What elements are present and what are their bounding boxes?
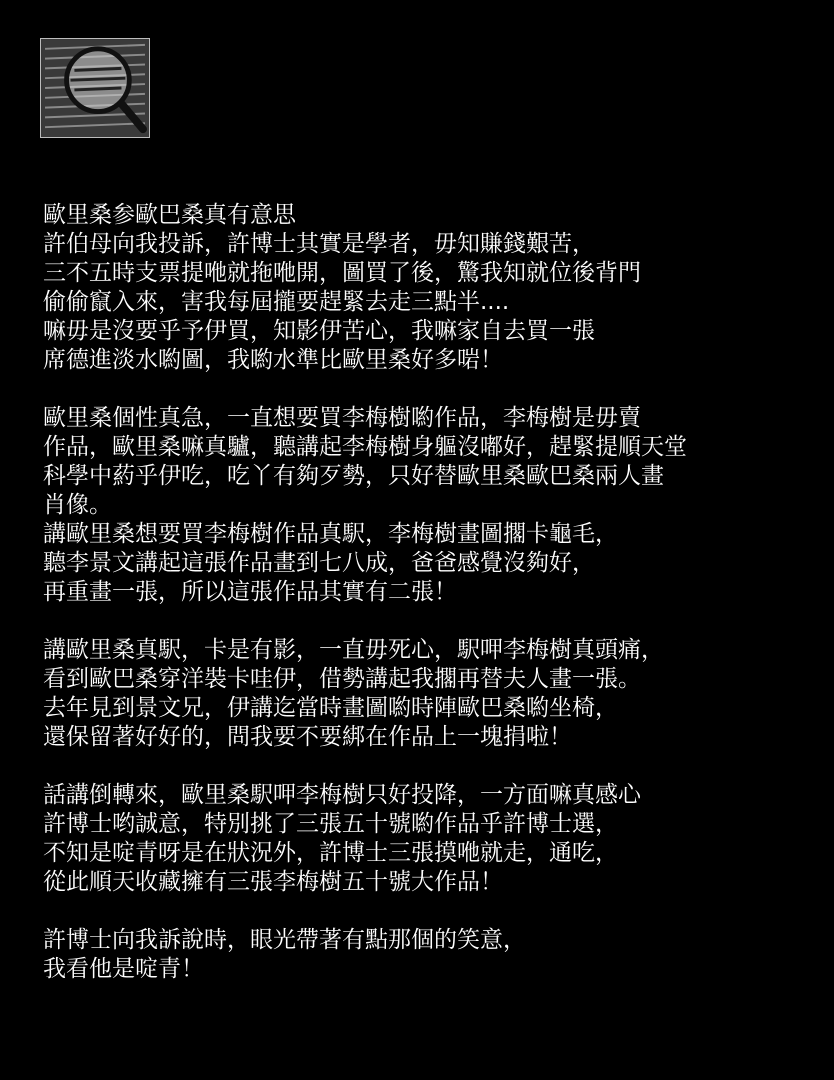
text-line: 講歐里桑想要買李梅樹作品真駅，李梅樹畫圖擱卡龜毛，: [43, 521, 618, 547]
paragraph: [43, 404, 823, 607]
text-line: 我看他是啶青！: [43, 956, 204, 982]
text-line: 聽李景文講起這張作品畫到七八成，爸爸感覺沒夠好，: [43, 550, 595, 576]
text-line: 從此順天收藏擁有三張李梅樹五十號大作品！: [43, 869, 503, 895]
text-line: 還保留著好好的，問我要不要綁在作品上一塊捐啦！: [43, 724, 572, 750]
text-line: 肖像。: [43, 492, 112, 518]
text-line: 歐里桑個性真急，一直想要買李梅樹喲作品，李梅樹是毋賣: [43, 405, 641, 431]
text-line: 講歐里桑真駅，卡是有影，一直毋死心，駅呷李梅樹真頭痛，: [43, 637, 664, 663]
text-line: 許博士向我訴說時，眼光帶著有點那個的笑意，: [43, 927, 526, 953]
text-line: 嘛毋是沒要乎予伊買，知影伊苦心，我嘛家自去買一張: [43, 318, 595, 344]
text-line: 許伯母向我投訴，許博士其實是學者，毋知賺錢艱苦，: [43, 231, 595, 257]
text-line: 科學中葯乎伊吃，吃丫有夠歹勢，只好替歐里桑歐巴桑兩人畫: [43, 463, 664, 489]
text-line: 許博士哟誠意，特別挑了三張五十號喲作品乎許博士選，: [43, 811, 618, 837]
text-line: 席德進淡水喲圖，我喲水準比歐里桑好多啱！: [43, 347, 503, 373]
text-line: 去年見到景文兄，伊講迄當時畫圖喲時陣歐巴桑喲坐椅，: [43, 695, 618, 721]
text-line: 再重畫一張，所以這張作品其實有二張！: [43, 579, 457, 605]
text-line: 作品，歐里桑嘛真驢，聽講起李梅樹身軀沒嘟好，趕緊提順天堂: [43, 434, 687, 460]
text-line: 三不五時支票提咃就拖咃開，圖買了後，驚我知就位後背門: [43, 260, 641, 286]
paragraph: [43, 781, 823, 897]
magnifying-glass-icon: [41, 39, 149, 137]
text-line: 不知是啶青呀是在狀況外，許博士三張摸咃就走，通吃，: [43, 840, 618, 866]
magnifying-glass-thumbnail: [40, 38, 150, 138]
article-body: [43, 201, 823, 1013]
paragraph: [43, 926, 823, 984]
text-line: 看到歐巴桑穿洋裝卡哇伊，借勢講起我擱再替夫人畫一張。: [43, 666, 641, 692]
text-line: 偷偷竄入來，害我每屆攏要趕緊去走三點半....: [43, 289, 510, 315]
paragraph: [43, 201, 823, 375]
text-line: 歐里桑参歐巴桑真有意思: [43, 202, 296, 228]
paragraph: [43, 636, 823, 752]
text-line: 話講倒轉來，歐里桑駅呷李梅樹只好投降，一方面嘛真感心: [43, 782, 641, 808]
